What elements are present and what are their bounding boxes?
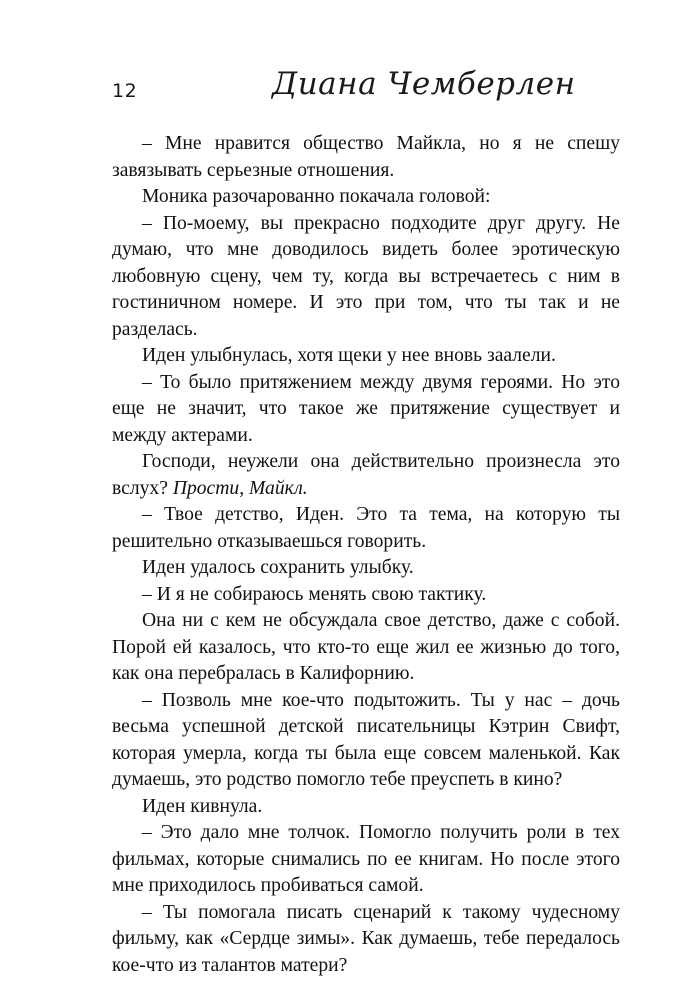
paragraph: Иден улыбнулась, хотя щеки у нее вновь заалели. — [142, 345, 556, 366]
paragraph: – По-моему, вы прекрасно подходите друг другу. Не думаю, что мне доводилось видеть более эротическую любовную сцену, чем ту, когда вы встречаетесь с ним в гостиничном номере. И это при том, что ты так и не разделась. — [112, 212, 620, 340]
page-number: 12 — [112, 80, 138, 102]
paragraph: Она ни с кем не обсуждала свое детство, даже с собой. Порой ей казалось, что кто-то еще жил ее жизнью до того, как она перебралась в Калифорнию. — [112, 610, 620, 684]
paragraph: – То было притяжением между двумя героями. Но это еще не значит, что такое же притяжение существует и между актерами. — [112, 371, 620, 446]
paragraph: Иден кивнула. — [142, 795, 263, 817]
running-header-author: Диана Чемберлен — [272, 66, 576, 102]
paragraph: – Мне нравится общество Майкла, но я не спешу завязывать серьезные отношения. — [112, 133, 620, 181]
paragraph — [112, 449, 620, 502]
paragraph: – Твое детство, Иден. Это та тема, на которую ты решительно отказываешься говорить. — [112, 504, 620, 552]
paragraph: – Позволь мне кое-что подытожить. Ты у нас – дочь весьма успешной детской писательницы Кэтрин Свифт, которая умерла, когда ты была еще совсем маленькой. Как думаешь, это родство помогло тебе преуспеть в кино? — [112, 689, 620, 790]
paragraph: Иден удалось сохранить улыбку. — [142, 557, 414, 578]
book-text — [112, 131, 620, 979]
paragraph-text: Господи, неужели она действительно произнесла это вслух? — [112, 451, 620, 499]
paragraph: Моника разочарованно покачала головой: — [142, 186, 491, 207]
paragraph-italic-text: Прости, Майкл. — [172, 477, 308, 499]
paragraph: – Это дало мне толчок. Помогло получить роли в тех фильмах, которые снимались по ее книгам. Но после этого мне приходилось пробиваться самой. — [112, 822, 620, 896]
paragraph: – И я не собираюсь менять свою тактику. — [142, 583, 487, 605]
paragraph: – Ты помогала писать сценарий к такому чудесному фильму, как «Сердце зимы». Как думаешь, тебе передалось кое-что из талантов матери? — [112, 901, 620, 976]
